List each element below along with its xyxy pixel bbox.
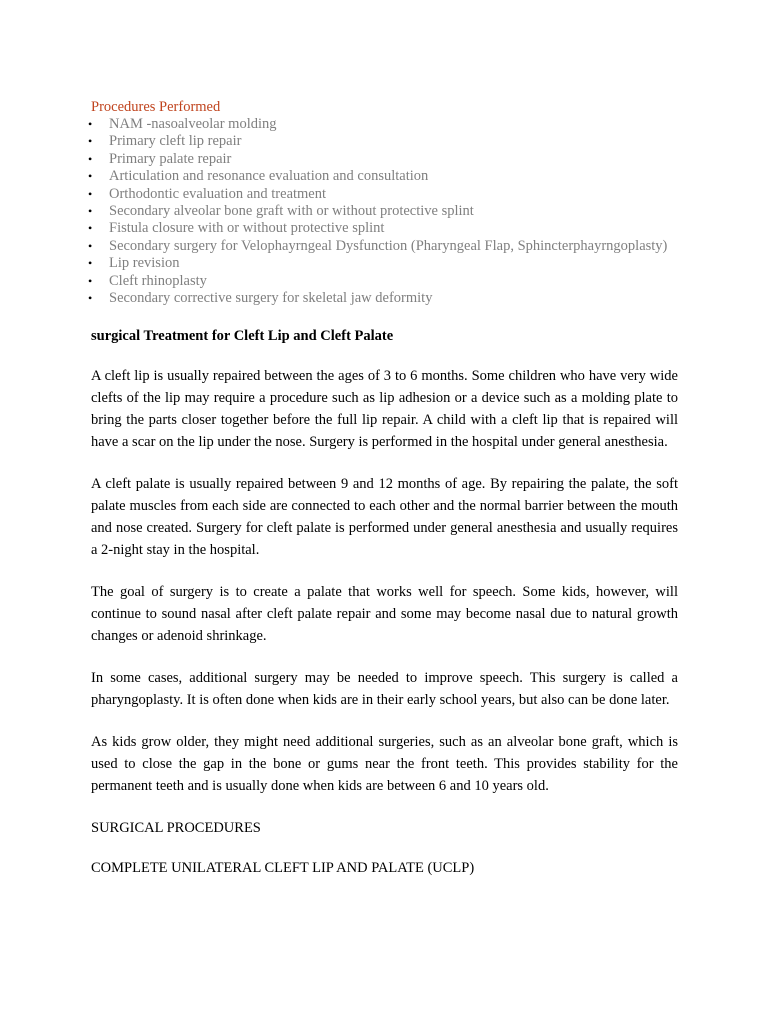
procedure-item-label: Primary cleft lip repair	[109, 133, 242, 150]
procedure-item-label: Fistula closure with or without protective splint	[109, 220, 385, 237]
bullet-icon: •	[88, 273, 93, 288]
document-page	[88, 98, 678, 877]
procedure-item-label: Cleft rhinoplasty	[109, 272, 207, 289]
procedure-item	[88, 272, 678, 290]
bullet-icon: •	[88, 291, 93, 306]
procedure-item	[88, 133, 678, 150]
paragraph-palate-repair: A cleft palate is usually repaired between 9 and 12 months of age. By repairing the palate, the soft palate muscles from each side are connected to each other and the normal barrier between the mouth and nose created. Surgery for cleft palate is performed under general anesthesia and usually requires a 2-night stay in the hospital.	[91, 476, 678, 559]
procedure-item	[88, 255, 678, 272]
procedure-item	[88, 150, 678, 168]
bullet-icon: •	[88, 204, 93, 219]
procedure-item	[88, 220, 678, 237]
bullet-icon: •	[88, 117, 93, 131]
bullet-icon: •	[88, 134, 93, 149]
procedure-item-label: NAM -nasoalveolar molding	[109, 116, 277, 132]
procedure-item	[88, 237, 678, 255]
treatment-paragraphs	[91, 365, 678, 797]
procedure-item-label: Secondary surgery for Velophayrngeal Dysfunction (Pharyngeal Flap, Sphincterphayrngoplasty)	[109, 237, 668, 254]
bullet-icon: •	[88, 186, 93, 201]
bullet-icon: •	[88, 169, 93, 184]
procedure-item-label: Articulation and resonance evaluation and consultation	[109, 168, 429, 185]
paragraph-pharyngoplasty: In some cases, additional surgery may be needed to improve speech. This surgery is called a pharyngoplasty. It is often done when kids are in their early school years, but also can be done later.	[91, 670, 678, 709]
procedure-item-label: Secondary corrective surgery for skeletal jaw deformity	[109, 290, 433, 307]
surgical-procedures-heading: SURGICAL PROCEDURES	[91, 820, 261, 837]
treatment-heading: surgical Treatment for Cleft Lip and Cleft Palate	[91, 328, 394, 345]
paragraph-lip-repair: A cleft lip is usually repaired between the ages of 3 to 6 months. Some children who have very wide clefts of the lip may require a procedure such as lip adhesion or a device such as a molding plate to bring the parts closer together before the full lip repair. A child with a cleft lip that is repaired will have a scar on the lip under the nose. Surgery is performed in the hospital under general anesthesia.	[91, 368, 678, 451]
procedure-item	[88, 168, 678, 185]
bullet-icon: •	[88, 221, 93, 236]
uclp-heading: COMPLETE UNILATERAL CLEFT LIP AND PALATE (UCLP)	[91, 860, 475, 877]
procedure-item	[88, 185, 678, 203]
procedure-item	[88, 116, 678, 133]
bullet-icon: •	[88, 238, 93, 253]
procedure-item-label: Primary palate repair	[109, 150, 232, 167]
procedures-title: Procedures Performed	[91, 99, 221, 115]
bullet-icon: •	[88, 256, 93, 271]
procedure-item-label: Secondary alveolar bone graft with or without protective splint	[109, 203, 474, 220]
bullet-icon: •	[88, 151, 93, 166]
paragraph-bone-graft: As kids grow older, they might need additional surgeries, such as an alveolar bone graft, which is used to close the gap in the bone or gums near the front teeth. This provides stability for the permanent teeth and is usually done when kids are between 6 and 10 years old.	[91, 734, 678, 795]
procedure-item-label: Orthodontic evaluation and treatment	[109, 185, 327, 202]
procedure-item-label: Lip revision	[109, 255, 180, 272]
procedure-item	[88, 203, 678, 220]
paragraph-speech-goal: The goal of surgery is to create a palate that works well for speech. Some kids, however, will continue to sound nasal after cleft palate repair and some may become nasal due to natural growth changes or adenoid shrinkage.	[91, 584, 678, 645]
procedures-list	[88, 116, 678, 307]
procedure-item	[88, 290, 678, 307]
